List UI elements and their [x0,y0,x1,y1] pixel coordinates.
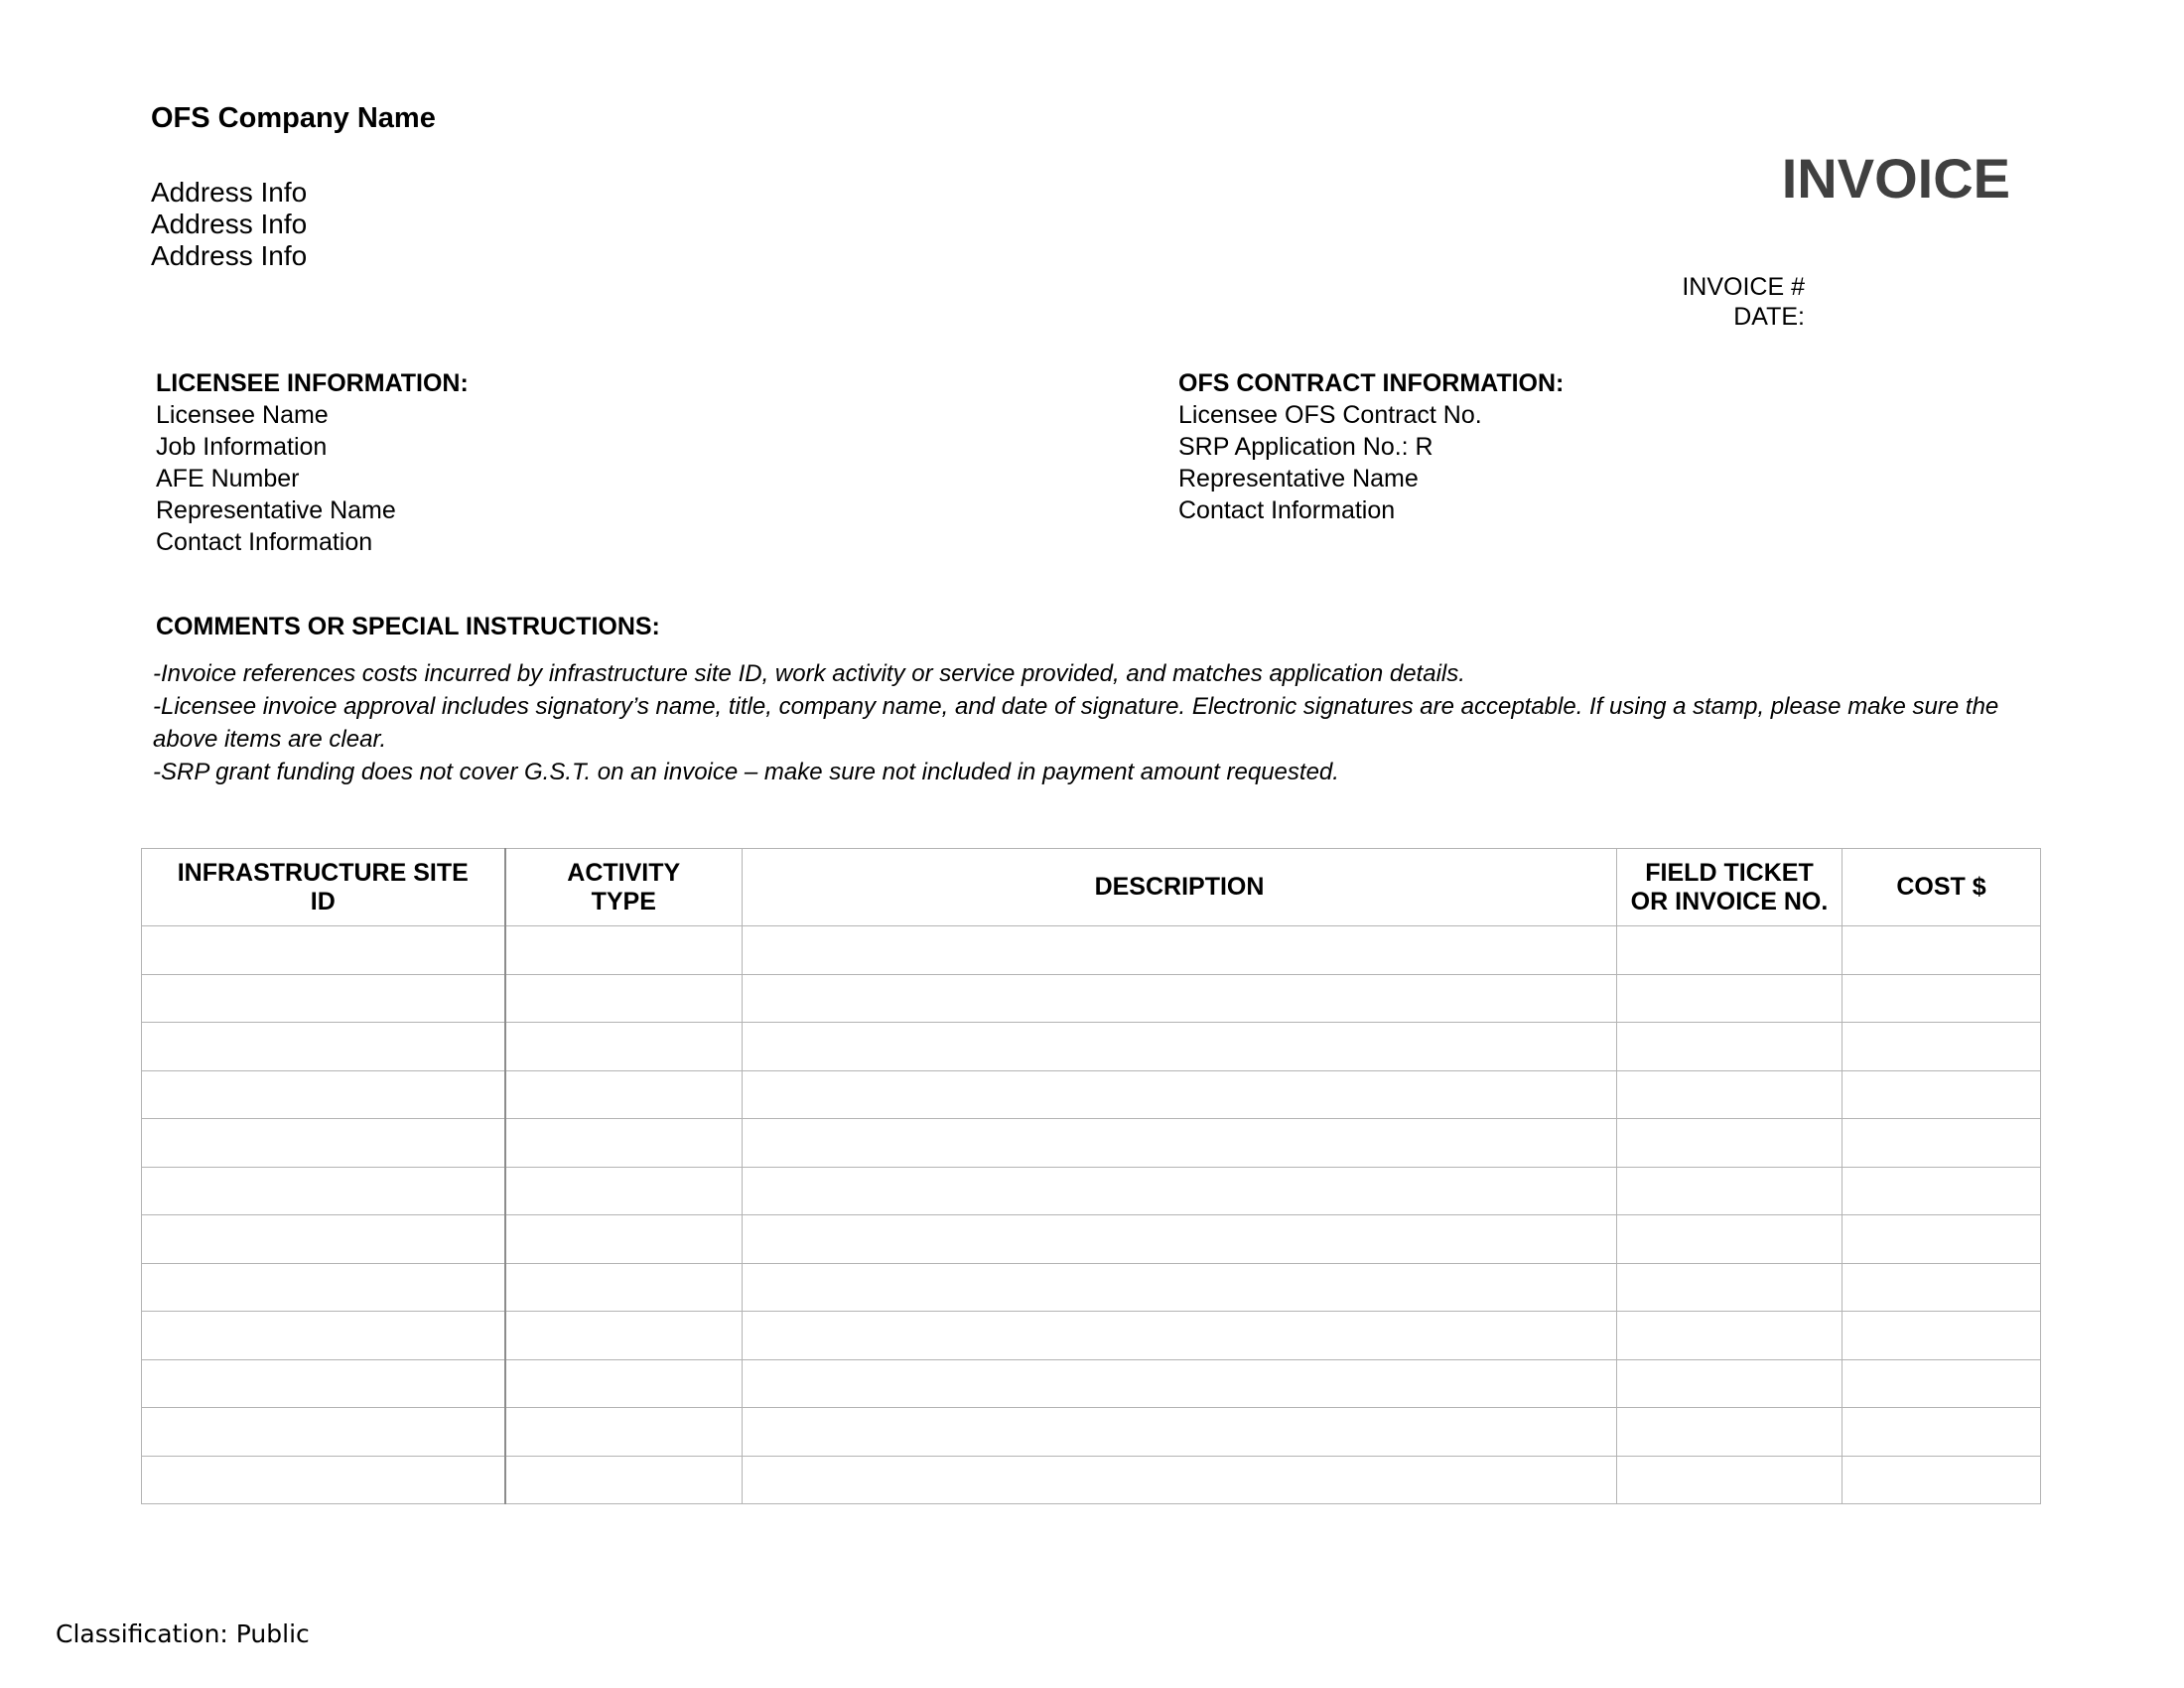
table-row [142,1167,2041,1215]
table-row [142,1023,2041,1071]
cell-cost[interactable] [1843,1263,2041,1312]
line-items-table [141,848,2041,1504]
comments-body [153,657,2009,788]
cell-site-id[interactable] [142,1359,505,1408]
comment-line: -SRP grant funding does not cover G.S.T. on an invoice – make sure not included in payment amount requested. [153,759,1339,785]
cell-activity-type[interactable] [505,1119,743,1168]
contract-representative-name: Representative Name [1178,465,1419,492]
cell-cost[interactable] [1843,926,2041,975]
cell-description[interactable] [743,1167,1617,1215]
cell-field-ticket[interactable] [1617,1070,1843,1119]
cell-site-id[interactable] [142,1167,505,1215]
cell-field-ticket[interactable] [1617,974,1843,1023]
comment-line: -Invoice references costs incurred by infrastructure site ID, work activity or service provided, and matches application details. [153,660,1465,687]
cell-cost[interactable] [1843,1312,2041,1360]
table-row [142,1215,2041,1264]
comment-line: -Licensee invoice approval includes signatory’s name, title, company name, and date of signature. Electronic signatures are acceptable. If using a stamp, please make sure the above items are clear. [153,693,1999,753]
address-line: Address Info [151,177,308,208]
cell-description[interactable] [743,1408,1617,1457]
cell-cost[interactable] [1843,1119,2041,1168]
cell-cost[interactable] [1843,1023,2041,1071]
table-row [142,1070,2041,1119]
cell-site-id[interactable] [142,1408,505,1457]
cell-description[interactable] [743,1119,1617,1168]
cell-description[interactable] [743,1359,1617,1408]
invoice-title: INVOICE [1781,147,2010,210]
column-header-line: DESCRIPTION [1094,873,1265,901]
licensee-name: Licensee Name [156,401,329,429]
cell-field-ticket[interactable] [1617,1119,1843,1168]
licensee-afe-number: AFE Number [156,465,300,492]
licensee-representative-name: Representative Name [156,496,396,524]
cell-activity-type[interactable] [505,1312,743,1360]
column-header-site-id [142,849,505,926]
invoice-meta [1682,272,1805,332]
cell-field-ticket[interactable] [1617,1456,1843,1504]
contract-number: Licensee OFS Contract No. [1178,401,1482,429]
cell-field-ticket[interactable] [1617,926,1843,975]
cell-cost[interactable] [1843,1359,2041,1408]
cell-description[interactable] [743,1312,1617,1360]
cell-field-ticket[interactable] [1617,1359,1843,1408]
cell-description[interactable] [743,974,1617,1023]
licensee-job-information: Job Information [156,433,328,461]
column-header-line: OR INVOICE NO. [1630,887,1829,915]
cell-activity-type[interactable] [505,1263,743,1312]
srp-application-number: SRP Application No.: R [1178,433,1433,461]
cell-site-id[interactable] [142,1070,505,1119]
cell-description[interactable] [743,1070,1617,1119]
table-row [142,974,2041,1023]
cell-activity-type[interactable] [505,1215,743,1264]
cell-site-id[interactable] [142,974,505,1023]
cell-field-ticket[interactable] [1617,1408,1843,1457]
cell-cost[interactable] [1843,1215,2041,1264]
cell-activity-type[interactable] [505,1023,743,1071]
cell-site-id[interactable] [142,1263,505,1312]
cell-site-id[interactable] [142,1312,505,1360]
cell-field-ticket[interactable] [1617,1312,1843,1360]
cell-site-id[interactable] [142,926,505,975]
invoice-number-label: INVOICE # [1682,273,1805,301]
column-header-line: COST $ [1896,873,1986,901]
cell-activity-type[interactable] [505,1070,743,1119]
cell-activity-type[interactable] [505,1408,743,1457]
licensee-information [156,367,469,558]
cell-site-id[interactable] [142,1023,505,1071]
cell-field-ticket[interactable] [1617,1023,1843,1071]
licensee-heading: LICENSEE INFORMATION: [156,369,469,397]
cell-activity-type[interactable] [505,1456,743,1504]
cell-cost[interactable] [1843,1070,2041,1119]
table-row [142,1312,2041,1360]
cell-site-id[interactable] [142,1456,505,1504]
classification-label: Classification: Public [56,1619,310,1648]
cell-site-id[interactable] [142,1215,505,1264]
licensee-contact-information: Contact Information [156,528,373,556]
table-row [142,1408,2041,1457]
contract-information [1178,367,1564,526]
column-header-description [743,849,1617,926]
cell-cost[interactable] [1843,974,2041,1023]
column-header-activity-type [505,849,743,926]
contract-contact-information: Contact Information [1178,496,1396,524]
column-header-line: ACTIVITY [567,858,681,887]
cell-activity-type[interactable] [505,1167,743,1215]
column-header-line: TYPE [591,887,656,915]
table-header-row [142,849,2041,926]
cell-activity-type[interactable] [505,974,743,1023]
cell-description[interactable] [743,1023,1617,1071]
cell-activity-type[interactable] [505,1359,743,1408]
cell-cost[interactable] [1843,1167,2041,1215]
contract-heading: OFS CONTRACT INFORMATION: [1178,369,1565,397]
cell-cost[interactable] [1843,1408,2041,1457]
table-row [142,1359,2041,1408]
column-header-line: INFRASTRUCTURE SITE [177,858,469,887]
cell-description[interactable] [743,1263,1617,1312]
cell-field-ticket[interactable] [1617,1263,1843,1312]
column-header-cost [1843,849,2041,926]
invoice-date-label: DATE: [1733,303,1805,331]
cell-field-ticket[interactable] [1617,1167,1843,1215]
column-header-field-ticket [1617,849,1843,926]
table-row [142,1119,2041,1168]
company-name: OFS Company Name [151,102,436,134]
column-header-line: ID [310,887,336,915]
table-row [142,926,2041,975]
company-address [151,177,307,272]
table-row [142,1263,2041,1312]
cell-activity-type[interactable] [505,926,743,975]
cell-description[interactable] [743,1456,1617,1504]
table-body [142,926,2041,1504]
comments-heading: COMMENTS OR SPECIAL INSTRUCTIONS: [156,613,660,640]
cell-site-id[interactable] [142,1119,505,1168]
table-row [142,1456,2041,1504]
cell-field-ticket[interactable] [1617,1215,1843,1264]
address-line: Address Info [151,209,308,239]
address-line: Address Info [151,240,308,271]
cell-description[interactable] [743,1215,1617,1264]
cell-description[interactable] [743,926,1617,975]
cell-cost[interactable] [1843,1456,2041,1504]
column-header-line: FIELD TICKET [1645,858,1814,887]
